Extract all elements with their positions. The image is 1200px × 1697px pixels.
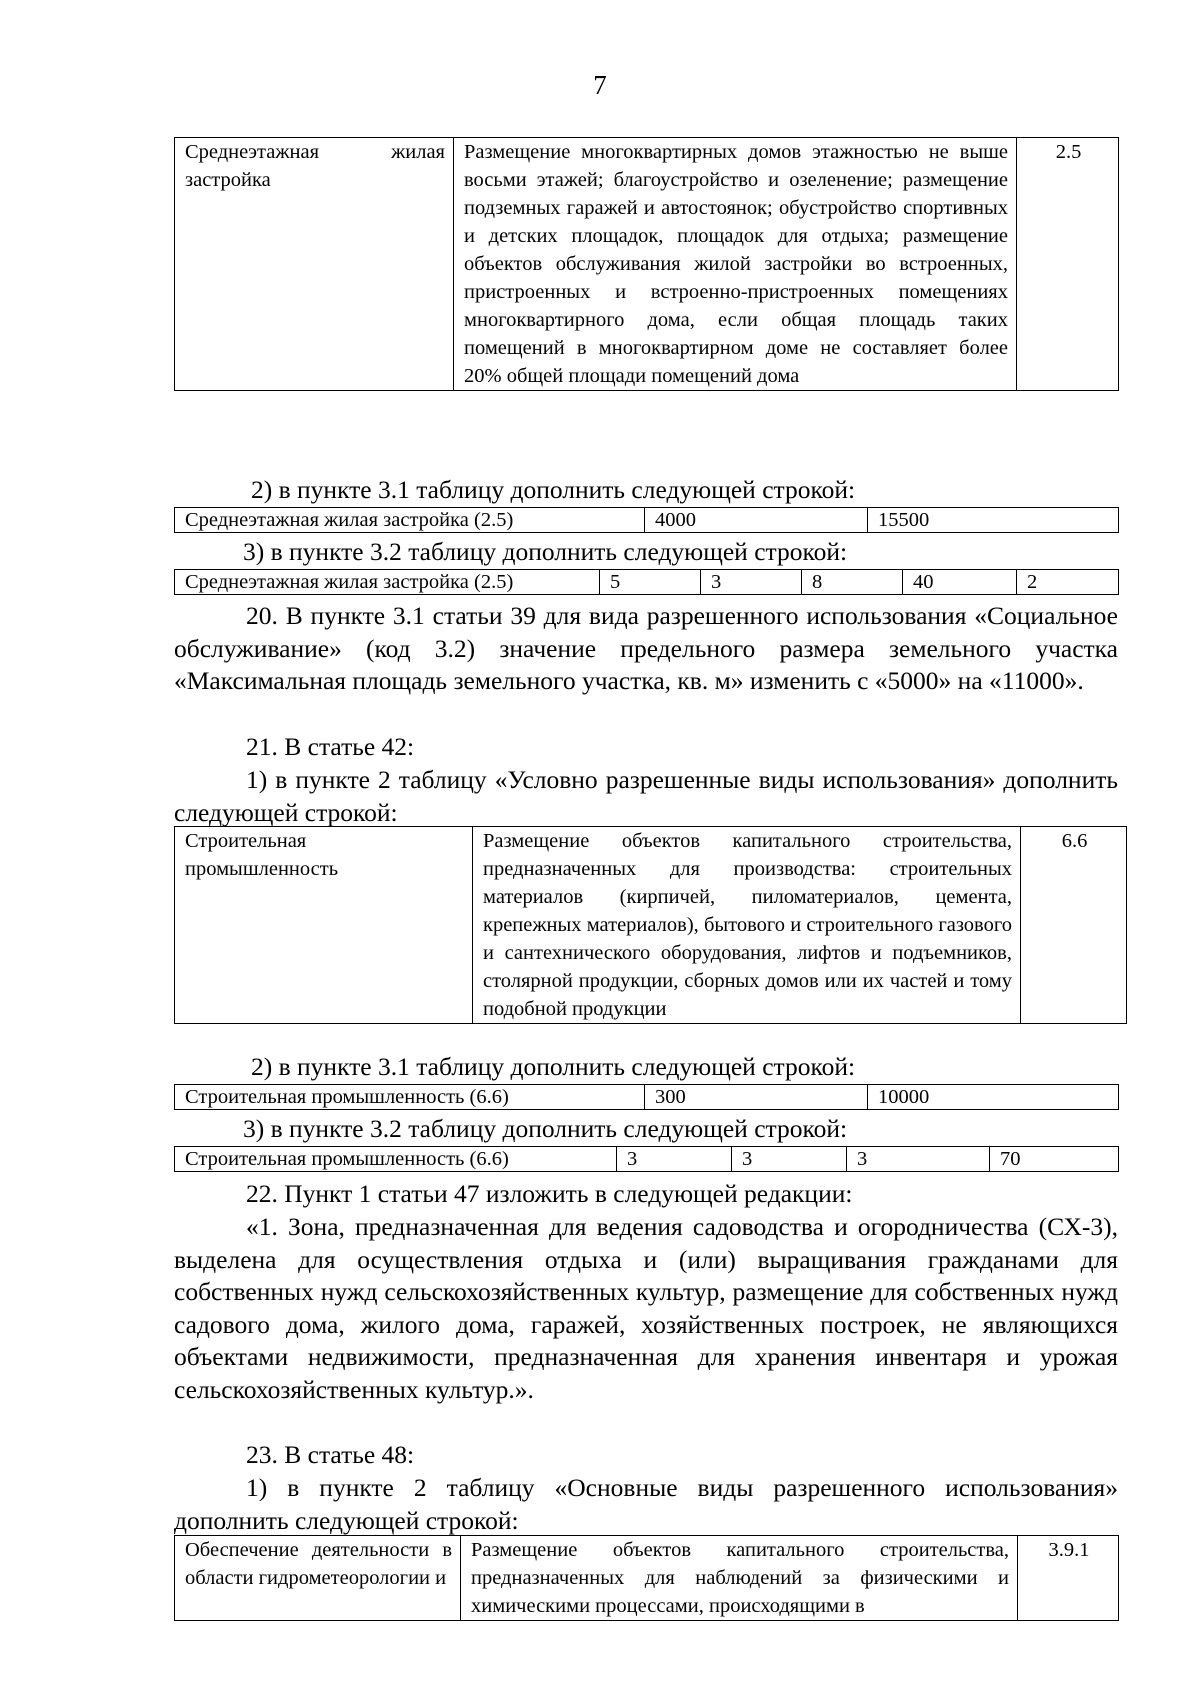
table-cell: 2: [1017, 570, 1119, 595]
table-cell-description: Размещение объектов капитального строительства, предназначенных для производства: строительных материалов (кирпичей, пиломатериалов, цемента, крепежных материалов), бытового и строительного газового и сантехнического оборудования, лифтов и подъемников, столярной продукции, сборных домов или их частей и тому подобной продукции: [473, 827, 1021, 1024]
table-row-3-2-a: [174, 569, 1118, 595]
table-stroitelnaya: [174, 826, 1126, 1024]
table-row-3-2-b: [174, 1146, 1118, 1172]
paragraph-21-1: 1) в пункте 2 таблицу «Условно разрешенные виды использования» дополнить следующей строкой:: [174, 765, 1118, 827]
table-cell: 4000: [645, 508, 868, 533]
table-gidrometeorologiya: [174, 1535, 1118, 1621]
paragraph-20: 20. В пункте 3.1 статьи 39 для вида разрешенного использования «Социальное обслуживание» (код 3.2) значение предельного размера земельного участка «Максимальная площадь земельного участка, кв. м» изменить с «5000» на «11000».: [174, 601, 1118, 695]
paragraph-23: 23. В статье 48:: [246, 1440, 415, 1469]
table-cell: Среднеэтажная жилая застройка (2.5): [175, 570, 600, 595]
table-cell-description: Размещение многоквартирных домов этажностью не выше восьми этажей; благоустройство и озеленение; размещение подземных гаражей и автостоянок; обустройство спортивных и детских площадок, площадок для отдыха; размещение объектов обслуживания жилой застройки во встроенных, пристроенных и встроенно-пристроенных помещениях многоквартирного дома, если общая площадь таких помещений в многоквартирном доме не составляет более 20% общей площади помещений дома: [454, 138, 1017, 391]
table-cell: 70: [990, 1147, 1119, 1172]
table-cell: 8: [802, 570, 903, 595]
table-cell: 3: [732, 1147, 847, 1172]
table-row-3-1-a: [174, 507, 1118, 533]
table-cell: 3: [847, 1147, 990, 1172]
page-number: 7: [593, 70, 607, 100]
table-cell: Среднеэтажная жилая застройка (2.5): [175, 508, 645, 533]
paragraph: 3) в пункте 3.2 таблицу дополнить следующей строкой:: [243, 1114, 848, 1143]
table-row-3-1-b: [174, 1084, 1118, 1110]
paragraph-23-1: 1) в пункте 2 таблицу «Основные виды разрешенного использования» дополнить следующей строкой:: [174, 1473, 1118, 1535]
paragraph: 2) в пункте 3.1 таблицу дополнить следующей строкой:: [251, 1052, 856, 1081]
table-cell-name: Строительная промышленность: [175, 827, 473, 1024]
table-cell: 3: [617, 1147, 732, 1172]
paragraph-22-text: «1. Зона, предназначенная для ведения садоводства и огородничества (СХ-3), выделена для осуществления отдыха и (или) выращивания гражданами для собственных нужд сельскохозяйственных культур, размещение для собственных нужд садового дома, жилого дома, гаражей, хозяйственных построек, не являющихся объектами недвижимости, предназначенная для хранения инвентаря и урожая сельскохозяйственных культур.».: [174, 1212, 1118, 1404]
table-cell: Строительная промышленность (6.6): [175, 1147, 617, 1172]
table-cell: 3: [701, 570, 802, 595]
paragraph-21: 21. В статье 42:: [246, 732, 415, 761]
paragraph: 3) в пункте 3.2 таблицу дополнить следующей строкой:: [243, 537, 848, 566]
table-cell: 5: [600, 570, 701, 595]
paragraph-22: 22. Пункт 1 статьи 47 изложить в следующей редакции:: [246, 1179, 853, 1208]
paragraph: 2) в пункте 3.1 таблицу дополнить следующей строкой:: [251, 475, 856, 504]
table-cell-name: Среднеэтажная жилая застройка: [175, 138, 454, 391]
table-cell: 15500: [868, 508, 1119, 533]
table-cell-code: 3.9.1: [1018, 1536, 1119, 1621]
table-cell-code: 6.6: [1021, 827, 1127, 1024]
table-cell-description: Размещение объектов капитального строительства, предназначенных для наблюдений за физическими и химическими процессами, происходящими в: [461, 1536, 1018, 1621]
table-cell-code: 2.5: [1017, 138, 1119, 391]
table-cell-name: Обеспечение деятельности в области гидрометеорологии и: [175, 1536, 461, 1621]
table-cell: 10000: [868, 1085, 1119, 1110]
table-sredneetazhnaya: [174, 137, 1118, 391]
table-cell: 40: [903, 570, 1017, 595]
table-cell: Строительная промышленность (6.6): [175, 1085, 645, 1110]
table-cell: 300: [645, 1085, 868, 1110]
